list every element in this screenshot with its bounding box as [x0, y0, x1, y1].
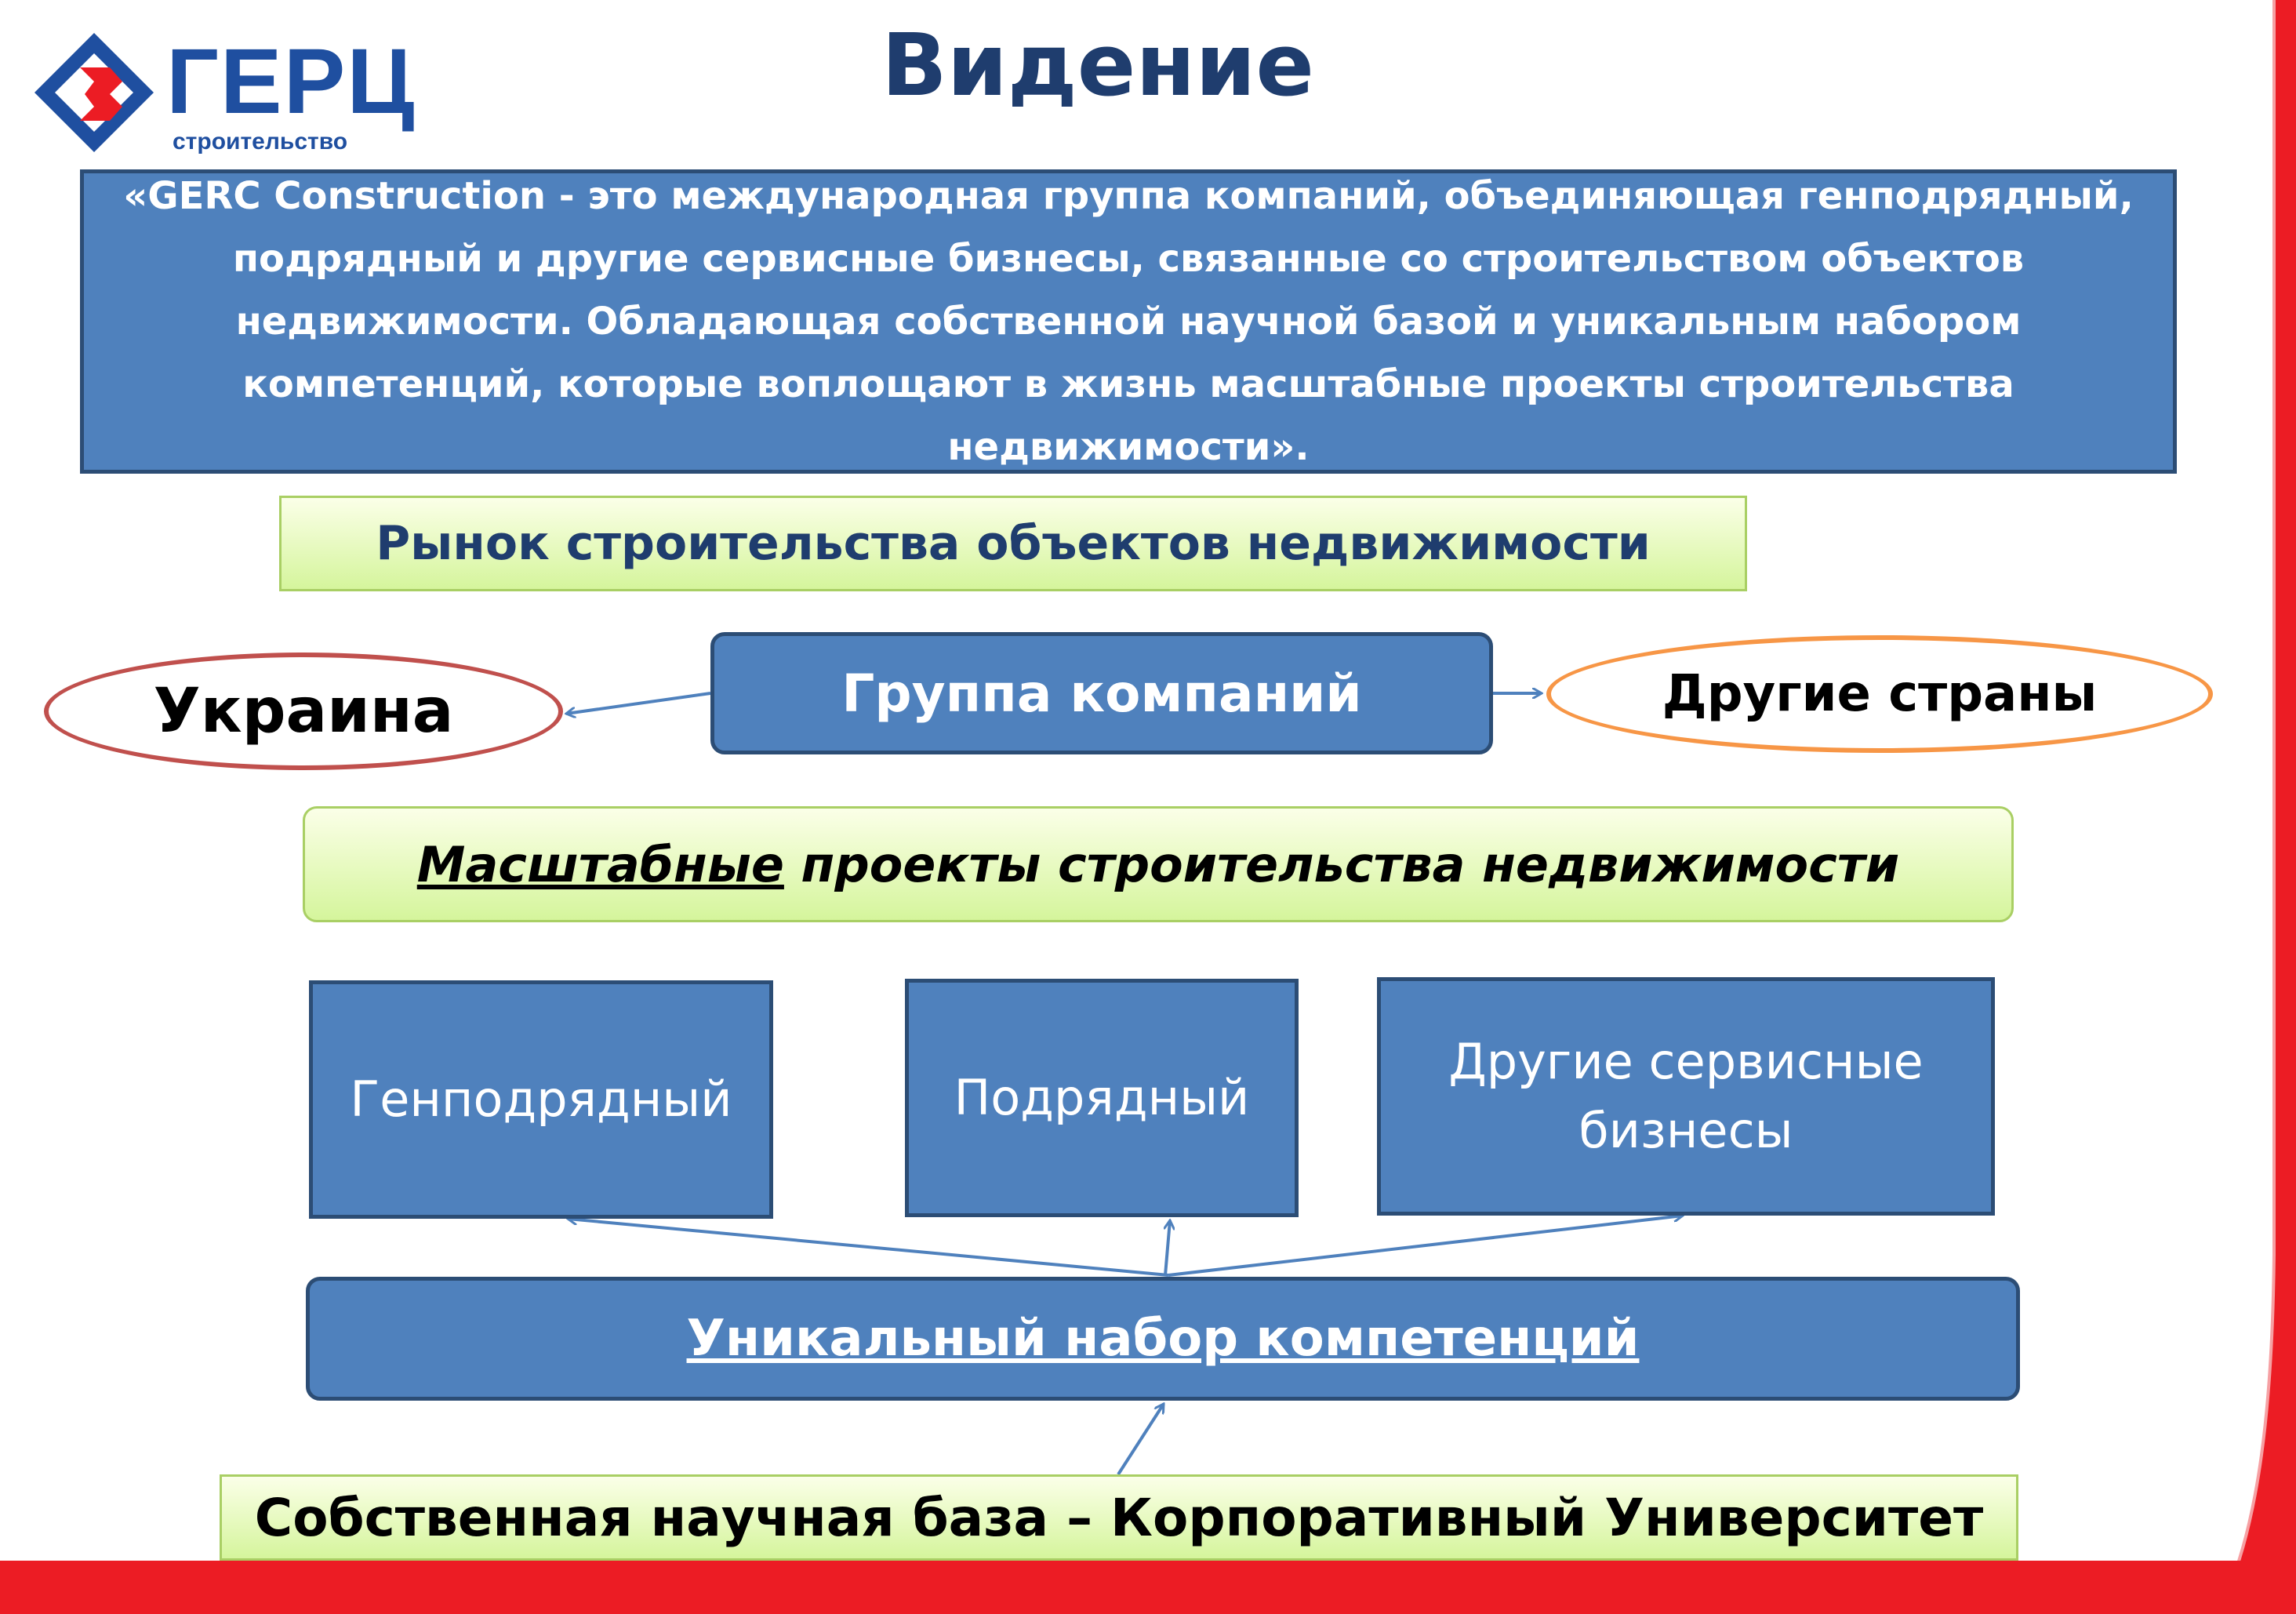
projects-label: [417, 836, 1900, 893]
corporate-university-box: [220, 1474, 2018, 1561]
business-box-contracting: [905, 979, 1299, 1217]
bottom-red-bar: [0, 1561, 2296, 1614]
logo-name: ГЕРЦ: [166, 30, 416, 133]
page-title: Видение: [881, 15, 1315, 115]
projects-box: [303, 806, 2014, 922]
ukraine-ellipse: [44, 653, 563, 770]
red-arc-decoration: [2218, 0, 2296, 1614]
other-countries-ellipse: [1546, 635, 2213, 753]
market-label: Рынок строительства объектов недвижимости: [376, 516, 1651, 571]
logo-subtitle: строительство: [173, 129, 348, 154]
business-label: Другие сервисные бизнесы: [1448, 1033, 1924, 1159]
competence-box: [306, 1277, 2020, 1401]
competence-label: Уникальный набор компетенций: [686, 1310, 1640, 1368]
company-logo: [31, 27, 416, 160]
business-label: Подрядный: [954, 1069, 1250, 1126]
arrow-to-contracting: [1165, 1220, 1170, 1275]
group-label: Группа компаний: [841, 663, 1362, 724]
other-countries-label: Другие страны: [1662, 665, 2098, 723]
business-box-general-contracting: [309, 980, 773, 1219]
ukraine-label: Украина: [153, 676, 454, 747]
projects-emphasis: Масштабные: [416, 835, 784, 893]
vision-statement-box: [80, 169, 2177, 474]
arrow-to-ukraine: [566, 693, 710, 714]
business-label: Генподрядный: [350, 1071, 732, 1128]
business-box-other-services: [1377, 977, 1995, 1216]
arrow-to-other-services: [1168, 1216, 1683, 1275]
arrow-to-competence: [1118, 1404, 1164, 1474]
arrow-to-general-contracting: [568, 1219, 1168, 1275]
market-box: [279, 496, 1747, 591]
group-of-companies-box: [710, 632, 1493, 754]
vision-statement-text: «GERC Construction - это международная группа компаний, объединяющая генподрядный, подрядный и другие сервисные бизнесы, связанные со строительством объектов недвижимости. Обладающая собственной научной базой и уникальным набором компетенций, которые воплощают в жизнь масштабные проекты строительства недвижимости».: [123, 174, 2134, 469]
university-label: Собственная научная база – Корпоративный Университет: [254, 1487, 1984, 1548]
projects-rest: проекты строительства недвижимости: [783, 835, 1900, 893]
logo-diamond-icon: [31, 30, 157, 155]
